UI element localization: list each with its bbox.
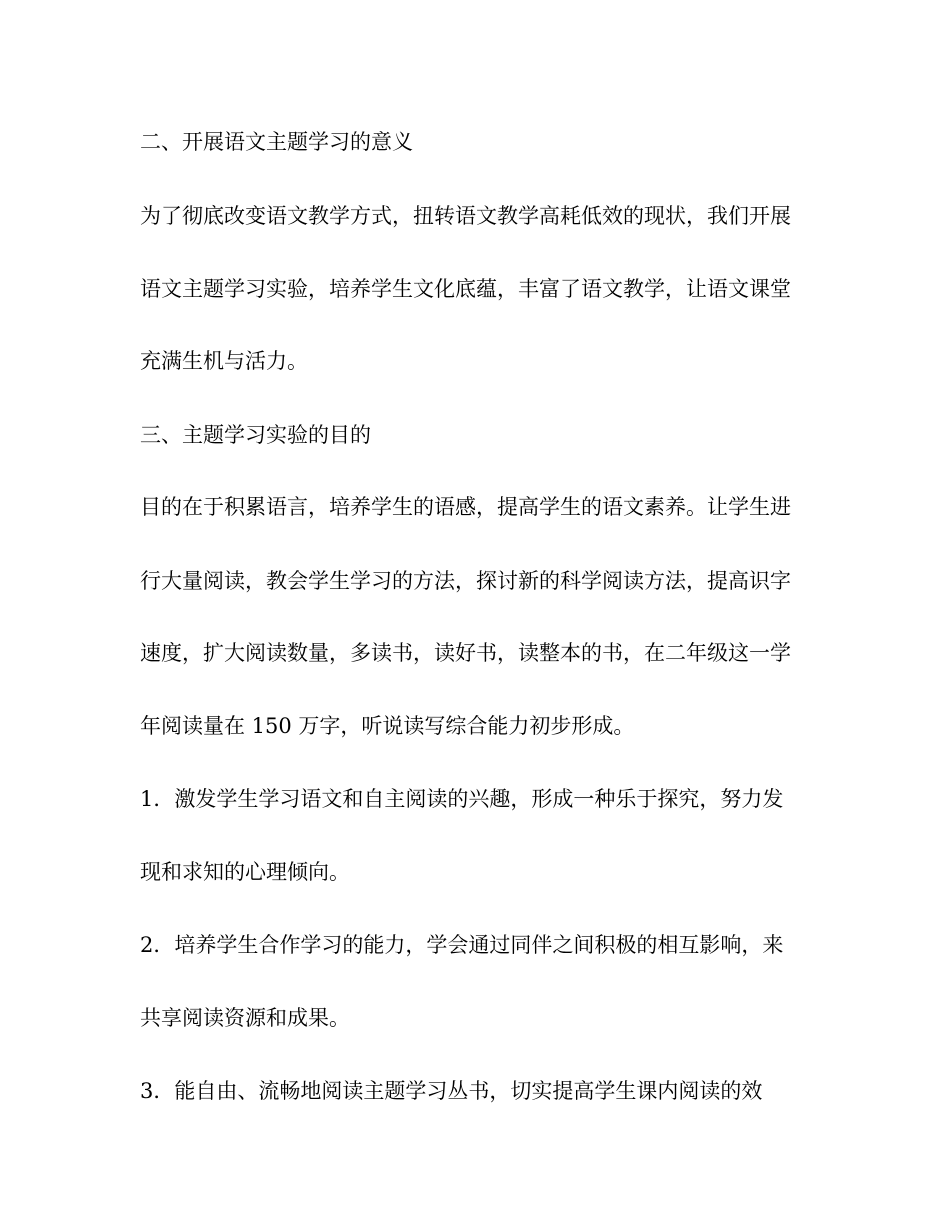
paragraph-line: 行大量阅读，教会学生学习的方法，探讨新的科学阅读方法，提高识字 xyxy=(140,569,791,593)
list-item-1: 1．激发学生学习语文和自主阅读的兴趣，形成一种乐于探究，努力发 xyxy=(140,787,784,811)
paragraph-line: 速度，扩大阅读数量，多读书，读好书，读整本的书，在二年级这一学 xyxy=(140,641,791,665)
list-item-1-continued: 现和求知的心理倾向。 xyxy=(140,860,350,884)
list-item-2-continued: 共享阅读资源和成果。 xyxy=(140,1006,350,1030)
paragraph-line: 语文主题学习实验，培养学生文化底蕴，丰富了语文教学，让语文课堂 xyxy=(140,277,791,301)
section-heading-purpose: 三、主题学习实验的目的 xyxy=(140,423,371,447)
paragraph-line: 年阅读量在 150 万字，听说读写综合能力初步形成。 xyxy=(140,714,635,738)
paragraph-line: 充满生机与活力。 xyxy=(140,349,308,373)
list-item-2: 2．培养学生合作学习的能力，学会通过同伴之间积极的相互影响，来 xyxy=(140,933,784,957)
paragraph-line: 为了彻底改变语文教学方式，扭转语文教学高耗低效的现状，我们开展 xyxy=(140,204,791,228)
section-heading-significance: 二、开展语文主题学习的意义 xyxy=(140,130,413,154)
list-item-3: 3．能自由、流畅地阅读主题学习丛书，切实提高学生课内阅读的效 xyxy=(140,1079,763,1103)
paragraph-line: 目的在于积累语言，培养学生的语感，提高学生的语文素养。让学生进 xyxy=(140,495,791,519)
